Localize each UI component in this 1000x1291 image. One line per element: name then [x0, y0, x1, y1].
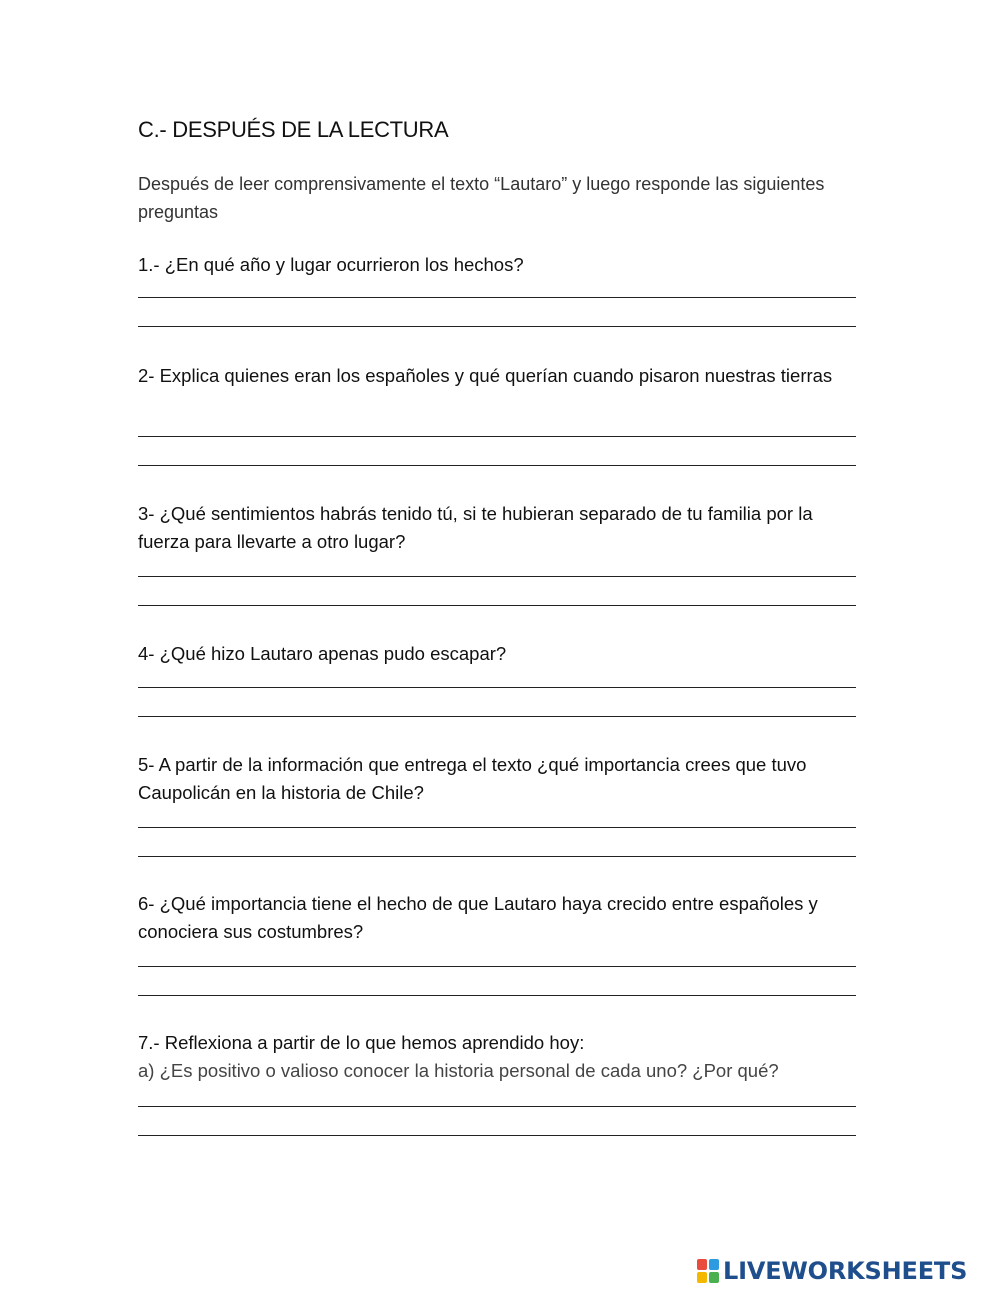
question-7-prompt: 7.- Reflexiona a partir de lo que hemos aprendido hoy:: [138, 1032, 585, 1053]
answer-line[interactable]: [138, 436, 856, 437]
answer-line[interactable]: [138, 576, 856, 577]
logo-square-blue: [709, 1259, 719, 1270]
logo-square-green: [709, 1272, 719, 1283]
question-3: 3- ¿Qué sentimientos habrás tenido tú, si te hubieran separado de tu familia por la fuerza para llevarte a otro lugar?: [138, 503, 813, 552]
question-1: 1.- ¿En qué año y lugar ocurrieron los hechos?: [138, 254, 524, 275]
question-7: [138, 1029, 856, 1085]
answer-line[interactable]: [138, 605, 856, 606]
logo-icon: [697, 1259, 719, 1283]
answer-line[interactable]: [138, 1106, 856, 1107]
answer-line[interactable]: [138, 716, 856, 717]
answer-line[interactable]: [138, 856, 856, 857]
instructions-text: Después de leer comprensivamente el texto “Lautaro” y luego responde las siguientes preguntas: [138, 174, 825, 222]
question-7-subquestion: a) ¿Es positivo o valioso conocer la historia personal de cada uno? ¿Por qué?: [138, 1060, 779, 1081]
answer-line[interactable]: [138, 966, 856, 967]
answer-line[interactable]: [138, 827, 856, 828]
answer-line[interactable]: [138, 465, 856, 466]
logo-square-red: [697, 1259, 707, 1270]
answer-line[interactable]: [138, 687, 856, 688]
question-2: 2- Explica quienes eran los españoles y qué querían cuando pisaron nuestras tierras: [138, 365, 833, 386]
answer-line[interactable]: [138, 326, 856, 327]
question-4: 4- ¿Qué hizo Lautaro apenas pudo escapar?: [138, 643, 507, 664]
answer-line[interactable]: [138, 1135, 856, 1136]
section-heading: C.- DESPUÉS DE LA LECTURA: [138, 117, 449, 142]
logo-square-yellow: [697, 1272, 707, 1283]
question-6: 6- ¿Qué importancia tiene el hecho de que Lautaro haya crecido entre españoles y conociera sus costumbres?: [138, 893, 818, 942]
answer-line[interactable]: [138, 297, 856, 298]
logo-text: LIVEWORKSHEETS: [723, 1257, 968, 1285]
liveworksheets-logo: [697, 1254, 967, 1288]
answer-line[interactable]: [138, 995, 856, 996]
question-5: 5- A partir de la información que entrega el texto ¿qué importancia crees que tuvo Caupolicán en la historia de Chile?: [138, 754, 807, 803]
